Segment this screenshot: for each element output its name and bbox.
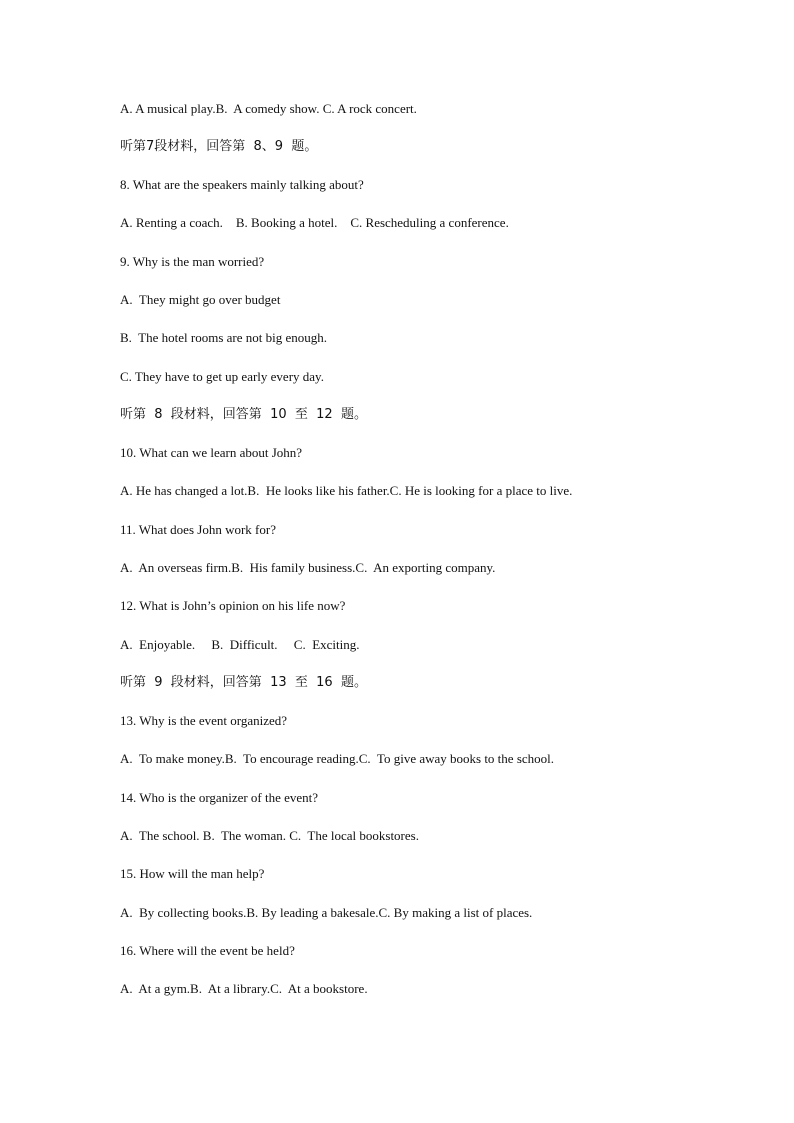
question-13: 13. Why is the event organized? <box>120 713 288 728</box>
question-12: 12. What is John’s opinion on his life now? <box>120 598 346 613</box>
answer-options-q15: A. By collecting books.B. By leading a bakesale.C. By making a list of places. <box>120 905 533 920</box>
question-9: 9. Why is the man worried? <box>120 254 265 269</box>
answer-options-q10: A. He has changed a lot.B. He looks like his father.C. He is looking for a place to live. <box>120 483 573 498</box>
answer-option-q9-b: B. The hotel rooms are not big enough. <box>120 330 328 345</box>
answer-options-q14: A. The school. B. The woman. C. The local bookstores. <box>120 828 419 843</box>
answer-option-q9-a: A. They might go over budget <box>120 292 281 307</box>
question-10: 10. What can we learn about John? <box>120 445 303 460</box>
section-heading-9: 听第 9 段材料，回答第 13 至 16 题。 <box>120 675 367 690</box>
answer-options-q12: A. Enjoyable. B. Difficult. C. Exciting. <box>120 637 360 652</box>
answer-option-q9-c: C. They have to get up early every day. <box>120 369 324 384</box>
question-15: 15. How will the man help? <box>120 866 265 881</box>
answer-options-q7: A. A musical play.B. A comedy show. C. A rock concert. <box>120 101 417 116</box>
answer-options-q16: A. At a gym.B. At a library.C. At a bookstore. <box>120 981 368 996</box>
answer-options-q13: A. To make money.B. To encourage reading.C. To give away books to the school. <box>120 751 555 766</box>
answer-options-q8: A. Renting a coach. B. Booking a hotel. C. Rescheduling a conference. <box>120 215 509 230</box>
section-heading-7: 听第7段材料，回答第 8、9 题。 <box>120 139 318 154</box>
question-16: 16. Where will the event be held? <box>120 943 295 958</box>
question-14: 14. Who is the organizer of the event? <box>120 790 319 805</box>
section-heading-8: 听第 8 段材料，回答第 10 至 12 题。 <box>120 407 367 422</box>
answer-options-q11: A. An overseas firm.B. His family business.C. An exporting company. <box>120 560 496 575</box>
question-8: 8. What are the speakers mainly talking about? <box>120 177 364 192</box>
question-11: 11. What does John work for? <box>120 522 276 537</box>
